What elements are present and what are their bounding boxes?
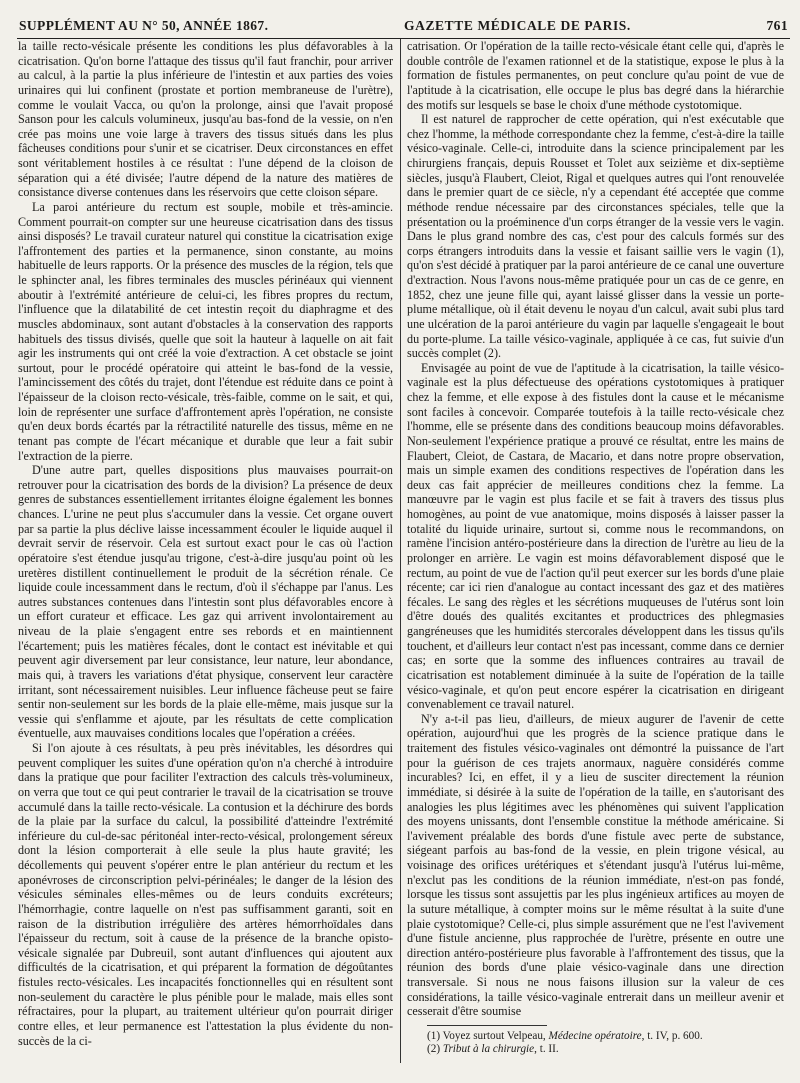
paragraph: Il est naturel de rapprocher de cette opération, qui n'est exécutable que chez l'homme, la méthode correspondante chez la femme, c'est-à-dire la taille vésico-vaginale. Celle-ci, introduite dans la science principalement par les chirurgiens français, depuis Rousset et Tolet aux seizième et dix-septième siècles, jusqu'à Flaubert, Cleiot, Rigal et quelques autres qui l'ont renouvelée dans le premier quart de ce siècle, n'y a cependant été acceptée que comme méthode rendue nécessaire par des circonstances spéciales, telle que la présentation ou la proéminence d'un corps étranger de la vessie vers le vagin. Dans le plus grand nombre des cas, c'est pour des calculs formés sur des corps étrangers introduits dans la vessie et faisant saillie vers le vagin (1), qu'on s'est décidé à pratiquer par la paroi antérieure de ce canal une ouverture d'extraction. Nous l'avons nous-même pratiquée pour un cas de ce genre, en 1852, chez une jeune fille qui, ayant laissé glisser dans la vessie un porte-plume métallique, où il était devenu le noyau d'un calcul, avait subi plus tard une ulcération de la paroi antérieure du vagin par laquelle s'engageait le bout du porte-plume. La taille vésico-vaginale, appliquée à ce cas, fut suivie d'un succès complet (2). bbox=[407, 112, 784, 361]
footnote-mark: (1) bbox=[427, 1029, 441, 1042]
paragraph: Si l'on ajoute à ces résultats, à peu près inévitables, les désordres qui peuvent compliquer les suites d'une opération qu'on n'a cherché à introduire dans la pratique que pour faciliter l'extraction des calculs très-volumineux, on verra que tout ce qui peut contrarier le travail de la cicatrisation se trouve accumulé dans la taille recto-vésicale. La contusion et la déchirure des bords de la plaie par la surface du calcul, la possibilité d'atteindre l'extrémité inférieure du cul-de-sac péritonéal inter-recto-vésical, prolongement séreux dont la lésion comporterait à elle seule la plus haute gravité; les décollements qui peuvent s'opérer entre le plan antérieur du rectum et les aponévroses de circonscription pelvi-périnéales; le danger de la lésion des vésicules séminales elles-mêmes ou de leurs conduits excréteurs; l'hémorrhagie, contre laquelle on n'est pas suffisamment garanti, soit en raison de la distribution irrégulière des artères hémorrhoïdales dans l'épaisseur du rectum, soit à cause de la présence de la branche opisto-vésicale signalée par Dubreuil, sont autant d'influences qui ajoutent aux difficultés de la cicatrisation, et qui préparent la formation de dégoûtantes fistules recto-vésicales. Les incapacités fonctionnelles qui en résultent sont non-seulement du caractère le plus pénible pour le malade, mais elles sont réfractaires, pour la plupart, au traitement ultérieur qu'on pourrait diriger contre elles, et leur permanence est l'attestation la plus évidente du non-succès de la ci- bbox=[18, 741, 393, 1048]
footnote-rule bbox=[427, 1025, 547, 1026]
footnote bbox=[427, 1030, 784, 1043]
journal-title: GAZETTE MÉDICALE DE PARIS. bbox=[404, 18, 631, 33]
page-number: 761 bbox=[766, 18, 788, 33]
footnote bbox=[427, 1043, 784, 1056]
paragraph: catrisation. Or l'opération de la taille recto-vésicale étant celle qui, d'après le double contrôle de l'examen rationnel et de la statistique, expose le plus à la formation de fistules permanentes, on peut conclure qu'au point de vue de l'aptitude à la cicatrisation, elle occupe le plus bas degré dans la hiérarchie des motifs sur lesquels se base le choix d'une méthode cystotomique. bbox=[407, 39, 784, 112]
footnotes bbox=[407, 1030, 784, 1057]
footnote-work: Tribut à la chirurgie bbox=[442, 1043, 535, 1056]
left-column bbox=[17, 39, 397, 1067]
footnote-work: Médecine opératoire bbox=[548, 1029, 642, 1042]
supplement-label: SUPPLÉMENT AU N° 50, ANNÉE 1867. bbox=[19, 18, 269, 33]
paragraph: La paroi antérieure du rectum est souple, mobile et très-amincie. Comment pourrait-on compter sur une heureuse cicatrisation dans des tissus ainsi disposés? Le travail curateur naturel qui constitue la cicatrisation exige l'affrontement des parties et la permanence, sinon constante, au moins habituelle de leurs rapports. Or la présence des muscles de la région, tels que le sphincter anal, les fibres terminales des muscles périnéaux qui viennent aboutir à l'extrémité antérieure de celui-ci, les fibres propres du rectum, l'influence que la dilatabilité de cet intestin reçoit du diaphragme et des muscles abdominaux, sont autant d'obstacles à la conservation des rapports habituels des tissus divisés, quelle que soit la hauteur à laquelle on ait fait agir les instruments qui ont créé la voie d'extraction. A cet obstacle se joint surtout, pour le procédé opératoire qui atteint le bas-fond de la vessie, l'amincissement des côtés du trajet, dont l'étendue est réduite dans ce point à l'épaisseur de la cloison recto-vésicale, très-faible, comme on le sait, et qui, loin de représenter une surface d'affrontement après l'opération, ne consiste qu'en deux bords écartés par la rétractilité naturelle des tissus, même en ne tenant pas compte de l'écart mécanique et durable que leur a fait subir l'extraction de la pierre. bbox=[18, 199, 393, 463]
right-column bbox=[404, 39, 786, 1069]
column-divider bbox=[400, 39, 401, 1063]
text-columns bbox=[17, 39, 790, 1069]
paragraph: Envisagée au point de vue de l'aptitude à la cicatrisation, la taille vésico-vaginale est la plus défectueuse des opérations cystotomiques à pratiquer chez la femme, et elle expose à des fistules dont la cause et le mécanisme sont faciles à concevoir. Comparée toutefois à la taille recto-vésicale chez l'homme, elle se présente dans des conditions beaucoup moins défavorables. Non-seulement l'expérience pratique a prouvé ce résultat, entre les mains de Flaubert, Cleiot, de Castara, de Macario, et dans notre propre observation, mais un simple examen des conditions respectives de l'opération dans les deux cas fait apprécier de meilleures conditions chez la femme. La manœuvre par le vagin est plus facile et se fait à travers des tissus plus homogènes, au point de vue anatomique, moins disposés à laisser passer la totalité du liquide urinaire, surtout si, comme nous le recommandons, on ramène l'incision antéro-postérieure dans la direction de l'urètre au lieu de la prolonger en arrière. Le vagin est moins défavorablement disposé que le rectum, au point de vue de l'action qu'il peut exercer sur les bords d'une plaie récente; car ici rien d'analogue au contact incessant des gaz et des matières fécales. Le sang des règles et les sécrétions muqueuses de l'utérus sont loin d'être doués des qualités excitantes et productrices des phlegmasies gangréneuses que les humidités stercorales développent dans les tissus qu'ils touchent, et d'ailleurs leur contact n'est pas incessant, comme dans ce dernier cas; en sorte que la somme des influences contraires au travail de cicatrisation est notablement diminuée à la suite de l'opération de la taille vésico-vaginale, et qu'on peut encore espérer la cicatrisation en dirigeant convenablement ce travail naturel. bbox=[407, 360, 784, 712]
paragraph: N'y a-t-il pas lieu, d'ailleurs, de mieux augurer de l'avenir de cette opération, aujourd'hui que les progrès de la science pratique dans le traitement des fistules vésico-vaginales ont démontré la puissance de l'art pour la guérison de ces trajets anormaux, naguère considérés comme incurables? Ici, en effet, il y a lieu de susciter directement la réunion immédiate, si désirée à la suite de l'opération de la taille, en s'autorisant des analogies les plus légitimes avec les phénomènes qui suivent l'application des moyens unissants, dont l'ensemble constitue la méthode américaine. Si l'avivement préalable des bords d'une fistule avec perte de substance, siégeant parfois au bas-fond de la vessie, en plein trigone vésical, au voisinage des orifices urétériques et s'étendant jusqu'à l'utérus lui-même, n'exclut pas les conditions de la réunion immédiate, n'est-on pas fondé, lorsque les tissus sont assujettis par les plus ingénieux artifices au moyen de la suture métallique, à compter moins sur le même résultat à la suite d'une plaie cystotomique? Celle-ci, plus simple assurément que ne l'est l'avivement d'une fistule ancienne, plus rapprochée de l'urètre, présente en outre une direction antéro-postérieure plus favorable à l'affrontement des tissus, que la réunion des bords d'une plaie vésico-vaginale dans une direction transversale. Si nous ne nous faisons illusion sur la valeur de ces considérations, la taille vésico-vaginale entrerait dans un meilleur avenir et cesserait d'être soumise bbox=[407, 711, 784, 1019]
footnote-mark: (2) bbox=[427, 1043, 441, 1056]
footnote-ref: , t. IV, p. 600. bbox=[641, 1029, 703, 1042]
running-header bbox=[17, 18, 790, 36]
paragraph: D'une autre part, quelles dispositions plus mauvaises pourrait-on retrouver pour la cicatrisation des bords de la division? La présence de deux genres de substances essentiellement irritantes éloigne également les bonnes chances. L'urine ne peut plus s'accumuler dans la vessie. Cet organe ouvert par sa partie la plus déclive laisse incessamment écouler le liquide auquel il devrait servir de réservoir. Cela est surtout exact pour le cas où l'action opératoire s'est étendue jusqu'au trigone, c'est-à-dire jusqu'au point où les uretères distillent continuellement le produit de la sécrétion rénale. Ce liquide coule incessamment dans le rectum, d'où il s'échappe par l'anus. Les autres substances contenues dans l'intestin sont plus défavorables encore à un effort curateur et efficace. Les gaz qui arrivent involontairement au niveau de la plaie s'engagent entre ses rebords et en maintiennent l'écartement; puis les matières fécales, dont le contact est inévitable et qui peuvent agir diversement par leur consistance, leur nature, leur abondance, mais qui, à travers les variations d'état physique, conservent leur caractère irritant, sont nécessairement nuisibles. Leur influence fâcheuse peut se faire sentir non-seulement sur les bords de la plaie elle-même, mais jusque sur la vessie qui s'enflamme et ajoute, par les résultats de cette complication éventuelle, aux mauvaises conditions locales que l'opération a créées. bbox=[18, 463, 393, 741]
paragraph: la taille recto-vésicale présente les conditions les plus défavorables à la cicatrisation. Qu'on borne l'attaque des tissus qu'il faut franchir, pour arriver au calcul, à la partie la plus inférieure de l'intestin et aux parties des voies urinaires qui lui confinent (prostate et portion membraneuse de l'urètre), comme le voulait Vacca, ou qu'on la prolonge, ainsi que l'avait proposé Sanson pour les calculs volumineux, jusqu'au bas-fond de la vessie, on n'en crée pas moins une voie large à travers des tissus situés dans les plus fâcheuses conditions pour s'unir et se cicatriser. Deux circonstances en effet sont véritablement hostiles à ce résultat : l'une dépend de la cloison de séparation qui a été divisée; l'autre dépend de la nature des matières de consistance diverse contenues dans les réservoirs que cette cloison sépare. bbox=[18, 39, 393, 200]
footnote-ref: , t. II. bbox=[534, 1043, 559, 1056]
footnote-text: Voyez surtout Velpeau, bbox=[442, 1029, 546, 1042]
